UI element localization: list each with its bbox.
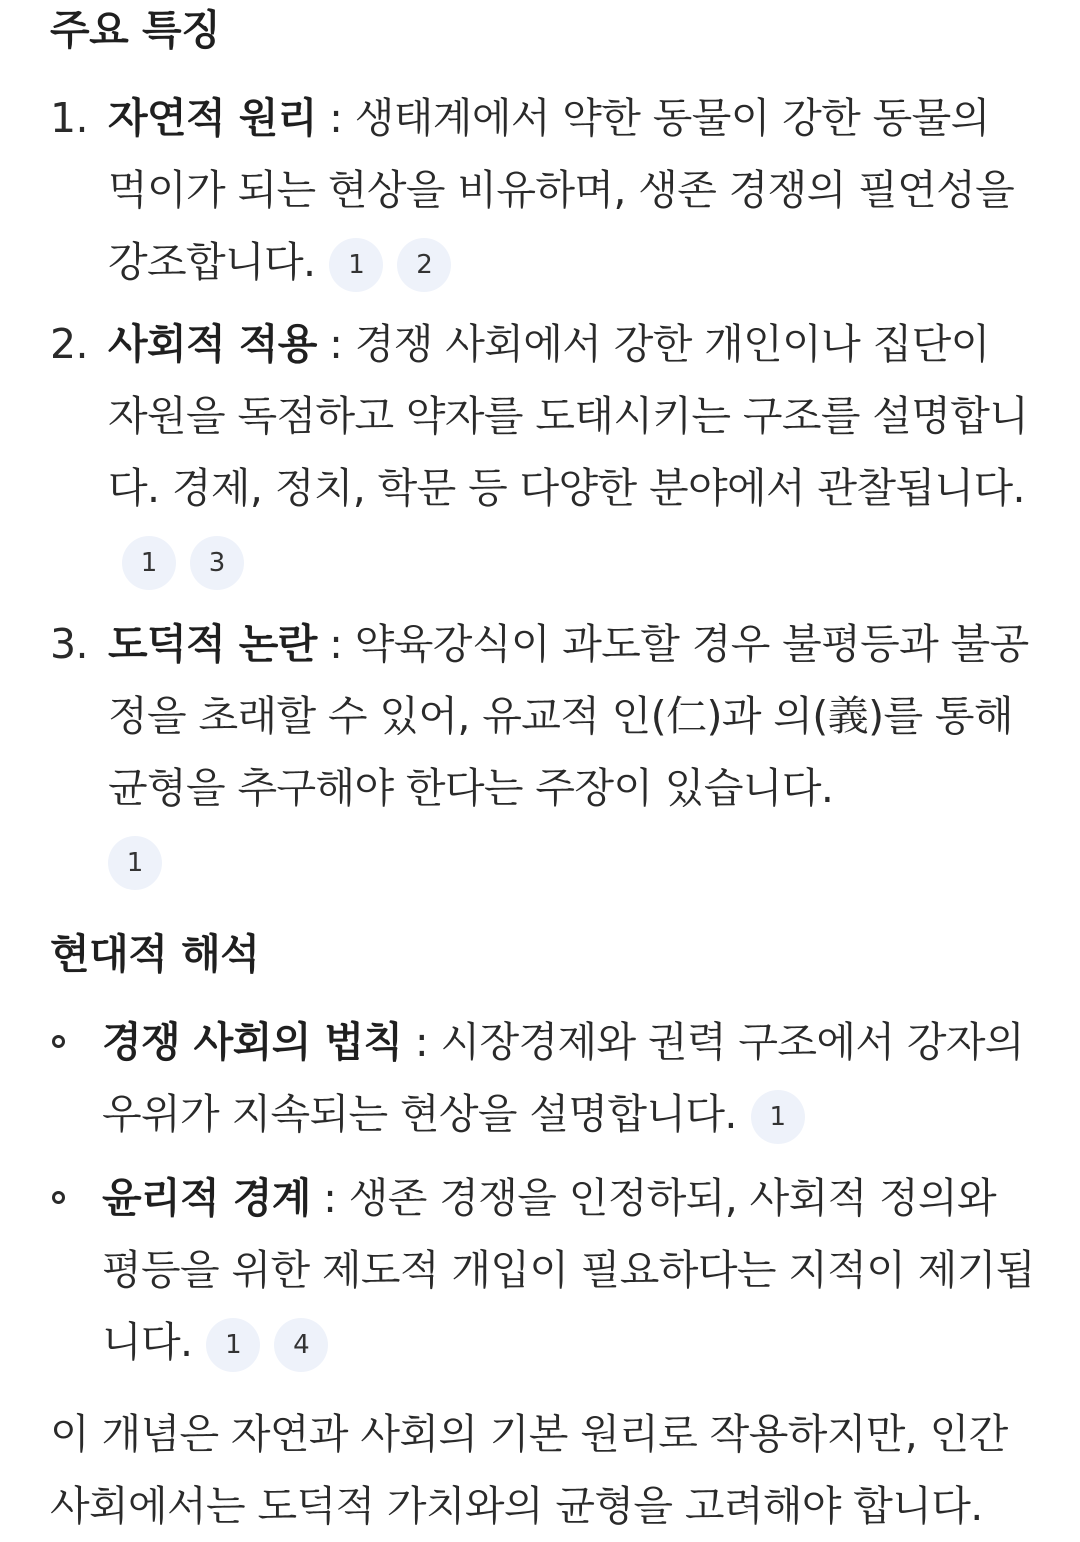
- citation-chip[interactable]: 2: [397, 238, 451, 292]
- section-heading-modern: 현대적 해석: [50, 930, 260, 978]
- interpretation-description: : 생존 경쟁을 인정하되, 사회적 정의와 평등을 위한 제도적 개입이 필요하다는 지적이 제기됩니다.: [102, 1174, 1035, 1366]
- interpretation-term: 경쟁 사회의 법칙: [102, 1018, 403, 1066]
- feature-item: [50, 82, 1038, 298]
- feature-item: [50, 308, 1038, 596]
- feature-description: : 경쟁 사회에서 강한 개인이나 집단이 자원을 독점하고 약자를 도태시키는 구조를 설명합니다. 경제, 정치, 학문 등 다양한 분야에서 관찰됩니다.: [108, 320, 1029, 512]
- interpretation-term: 윤리적 경계: [102, 1174, 311, 1222]
- feature-description: : 약육강식이 과도할 경우 불평등과 불공정을 초래할 수 있어, 유교적 인(仁)과 의(義)를 통해 균형을 추구해야 한다는 주장이 있습니다.: [108, 620, 1029, 812]
- citation-chip[interactable]: 1: [108, 836, 162, 890]
- interpretation-item: [102, 1162, 1037, 1378]
- list-number: 1.: [50, 94, 88, 142]
- citation-chip[interactable]: 1: [751, 1090, 805, 1144]
- bullet-icon: [52, 1191, 65, 1204]
- interpretation-item: [102, 1006, 1037, 1150]
- interpretation-description: : 시장경제와 권력 구조에서 강자의 우위가 지속되는 현상을 설명합니다.: [102, 1018, 1024, 1138]
- citation-chip[interactable]: 1: [206, 1318, 260, 1372]
- feature-description: : 생태계에서 약한 동물이 강한 동물의 먹이가 되는 현상을 비유하며, 생존 경쟁의 필연성을 강조합니다.: [108, 94, 1015, 286]
- list-number: 3.: [50, 620, 88, 668]
- citation-chip[interactable]: 1: [329, 238, 383, 292]
- bullet-icon: [52, 1035, 65, 1048]
- feature-item: [50, 608, 1038, 896]
- list-number: 2.: [50, 320, 88, 368]
- citation-chip[interactable]: 1: [122, 536, 176, 590]
- summary-paragraph: 이 개념은 자연과 사회의 기본 원리로 작용하지만, 인간 사회에서는 도덕적 가치와의 균형을 고려해야 합니다.: [50, 1410, 1008, 1530]
- citation-chip[interactable]: 4: [274, 1318, 328, 1372]
- feature-term: 사회적 적용: [108, 320, 317, 368]
- feature-term: 도덕적 논란: [108, 620, 317, 668]
- feature-term: 자연적 원리: [108, 94, 317, 142]
- section-heading-features: 주요 특징: [50, 6, 221, 54]
- citation-chip[interactable]: 3: [190, 536, 244, 590]
